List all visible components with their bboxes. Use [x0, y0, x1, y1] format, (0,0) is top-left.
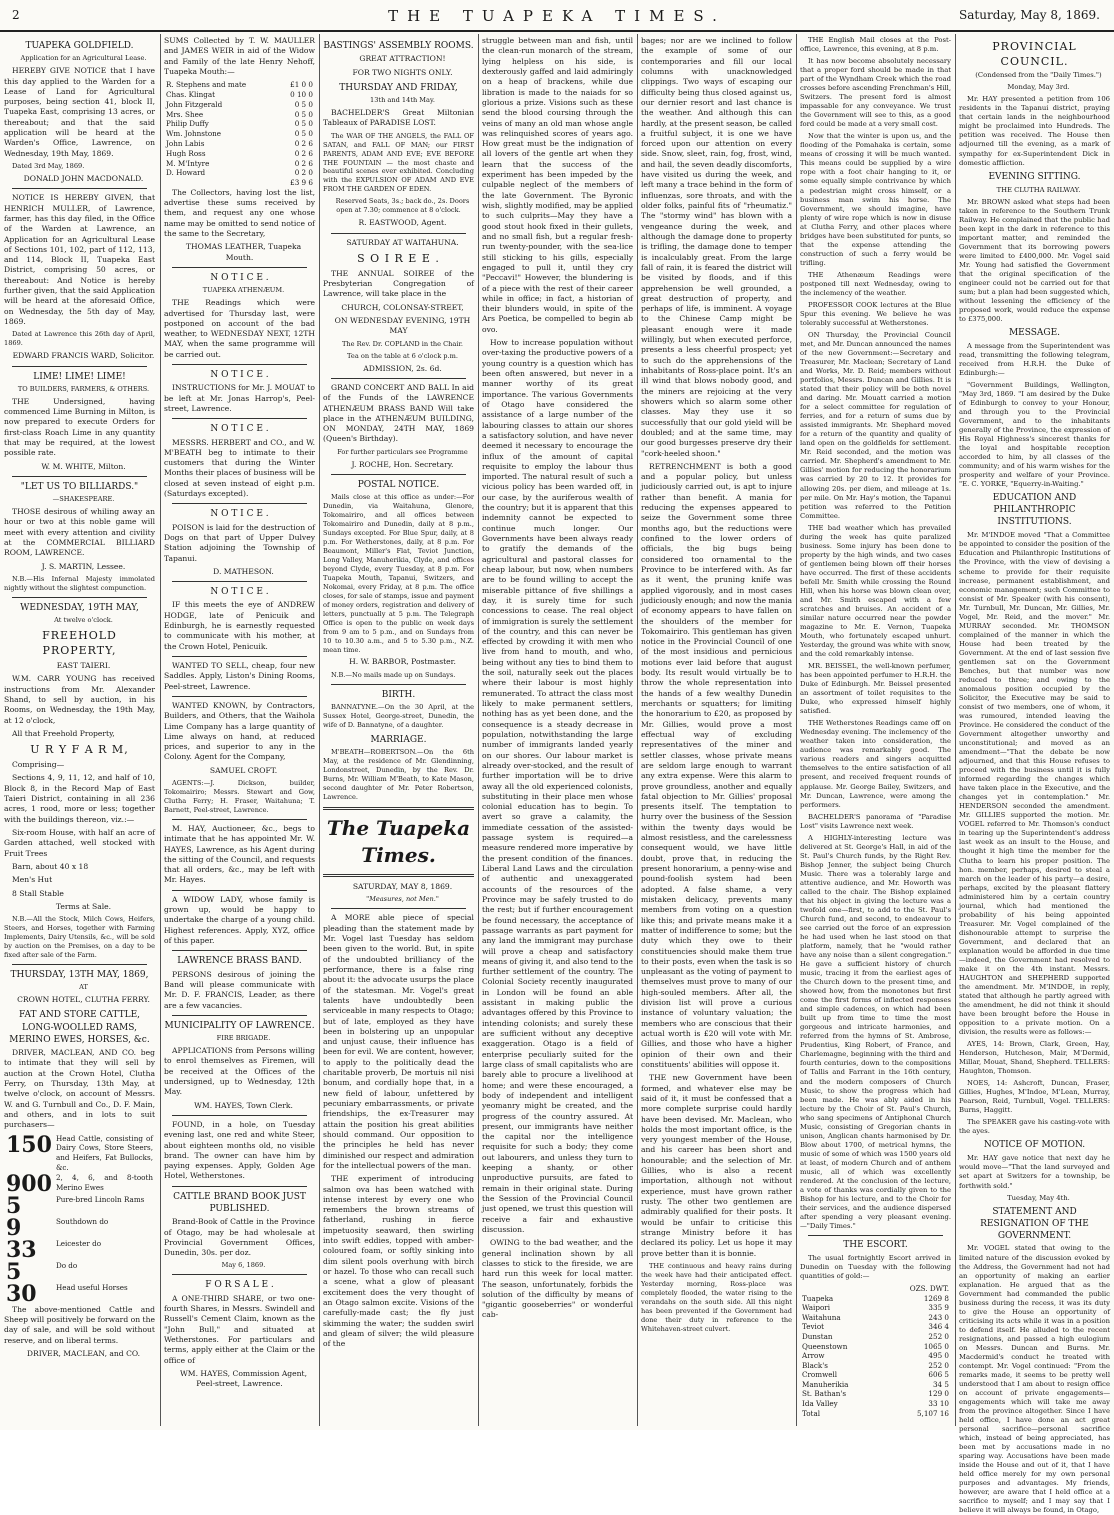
council-body: The SPEAKER gave his casting-vote with the ayes.: [959, 1118, 1110, 1136]
notice-heading: N O T I C E .: [210, 424, 269, 435]
ad-date: May 6, 1869.: [221, 1261, 266, 1270]
notice-heading: N O T I C E .: [210, 587, 269, 598]
auction-time: At twelve o'clock.: [54, 616, 113, 625]
donation-row: D. Howard 0 2 0: [166, 168, 313, 178]
ad-body: NOTICE IS HEREBY GIVEN, that HENRICH MULLER, of Lawrence, farmer, has this day filed, in the Office of the Warden at Lawrence, an Application for an Agricultural Lease of Sections 101, 102, part of 112, 113, and 114, Block II, Tuapeka East District, comprising 50 acres, or thereabout: And Notice is hereby further given, that the said Application will be heard at the aforesaid Office, on Wednesday, the 5th day of May, 1869.: [4, 193, 155, 327]
local-news-item: PROFESSOR COOK lectures at the Blue Spur this evening. We believe he was tolerably successful at Wetherstones.: [800, 300, 951, 327]
auction-note: N.B.—All the Stock, Milch Cows, Heifers, Steers, and Horses, together with Farming Implements, Dairy Utensils, &c., will be sold by auction on the Premises, on a day to be fixed after sale of the Farm.: [4, 915, 155, 959]
auction-date: THURSDAY, 13TH MAY, 1869,: [10, 969, 149, 980]
livestock-row: 33 Leicester do: [6, 1236, 102, 1263]
ad-signature: R. EASTWOOD, Agent.: [358, 218, 447, 228]
escort-row: Tuapeka 1269 8: [802, 1293, 949, 1303]
notice-body: APPLICATIONS from Persons willing to enrol themselves as Firemen, will be received at the Offices of the undersigned, up to Wednesday, 12th May.: [164, 1046, 315, 1097]
donation-row: Wm. Johnstone 0 5 0: [166, 129, 313, 139]
escort-row: Dunstan 252 0: [802, 1331, 949, 1341]
donation-row: Chas. Klingat 0 10 0: [166, 90, 313, 100]
donation-row: John Fitzgerald 0 5 0: [166, 99, 313, 109]
event-heading: S O I R E E .: [357, 251, 440, 265]
column-2: [164, 36, 315, 1424]
column-rule: [478, 34, 479, 1426]
escort-row: Waipori 335 9: [802, 1303, 949, 1313]
local-news-item: THE Athenæum Readings were postponed till next Wednesday, owing to the inclemency of the weather.: [800, 270, 951, 297]
auction-location: CROWN HOTEL, CLUTHA FERRY.: [17, 995, 150, 1005]
notice-body: Mails close at this office as under:—For Dunedin, via Waitahuna, Glenore, Tokomairiro, and all offices between Tokomairiro and Dunedin, daily at 8 p.m., Sundays excepted. For Blue Spur, daily, at 8 p.m. For Wetherstones, daily, at 8 p.m. For Beaumont, Miller's Flat, Teviot Junction, Long Valley, Manuherikia, Clyde, and offices beyond Clyde, every Tuesday, at 8 p.m. For Tuapeka Mouth, Tapanui, Switzers, and Nokomai, every Friday, at 8 p.m. The office closes, for sale of stamps, issue and payment of money orders, registration and delivery of letters, punctually at 5 p.m. The Telegraph Office is open to the public on week days from 9 am to 5 p.m., and on Sundays from 10 to 10.30 a.m., and 5 to 5.30 p.m., N.Z. mean time.: [323, 493, 474, 654]
notice-subheading: TUAPEKA ATHENÆUM.: [202, 286, 285, 295]
notice-heading: POSTAL NOTICE.: [357, 480, 440, 491]
ad-body: WANTED TO SELL, cheap, four new Saddles. Apply, Liston's Dining Rooms, Peel-street, Lawrence.: [164, 660, 315, 691]
column-4: [482, 36, 633, 1424]
ad-body: THOSE desirous of whiling away an hour or two at this noble game will meet with every attention and civility at the COMMERCIAL BILLIARD ROOM, LAWRENCE.: [4, 507, 155, 558]
ad-subheading: Application for an Agricultural Lease.: [20, 54, 147, 63]
livestock-row: 900 2, 4, 6, and 8-tooth Merino Ewes: [6, 1170, 153, 1197]
escort-column-head: OZS. DWT.: [909, 1284, 949, 1294]
event-date: SATURDAY AT WAITAHUNA.: [346, 237, 459, 247]
donation-row: John Labis 0 2 6: [166, 138, 313, 148]
auction-list: Sections 4, 9, 11, 12, and half of 10, Block 8, in the Record Map of East Taieri District, containing in all 236 acres, 1 rood, more or less; together with the buildings thereon, viz.:—: [4, 773, 155, 824]
ad-signature: DONALD JOHN MACDONALD.: [23, 173, 144, 183]
livestock-row: 5 Pure-bred Lincoln Rams: [6, 1192, 145, 1219]
council-heading: PROVINCIAL COUNCIL.: [992, 40, 1077, 68]
escort-row: Teviot 346 4: [802, 1322, 949, 1332]
editorial-body: OWING to the bad weather, and the general inclination shown by all classes to stick to the fireside, we are hard run this week for local matter. The season, unfortunately, forbids the solution of the difficulty by means of "gigantic gooseberries" or wonderful cab-: [482, 1238, 633, 1320]
ad-note: N.B.—No mails made up on Sundays.: [331, 670, 456, 679]
event-chair: The Rev. Dr. COPLAND in the Chair.: [342, 339, 463, 348]
escort-row: Arrow 495 0: [802, 1351, 949, 1361]
auction-list: Barn, about 40 x 18: [12, 861, 89, 871]
auction-list: Six-room House, with half an acre of Garden attached, well stocked with Fruit Trees: [4, 828, 155, 858]
event-dates: THURSDAY AND FRIDAY,: [339, 82, 458, 93]
ad-heading: TUAPEKA GOLDFIELD.: [25, 41, 134, 51]
notice-subheading: FIRE BRIGADE.: [216, 1034, 271, 1043]
escort-row: St. Bathan's 129 0: [802, 1389, 949, 1399]
auction-terms: Terms at Sale.: [55, 901, 112, 911]
council-body: Mr. HAY gave notice that next day he would move—"That the land surveyed and set apart at Switzers for a township, be forthwith sold.": [959, 1154, 1110, 1190]
event-tea: Tea on the table at 6 o'clock p.m.: [347, 351, 458, 360]
column-rule: [160, 34, 161, 1426]
escort-total: Total 5,107 16: [802, 1408, 949, 1418]
ad-signature: J. S. MARTIN, Lessee.: [41, 561, 126, 571]
notice-heading: LAWRENCE BRASS BAND.: [177, 956, 302, 967]
local-news-item: ON Thursday, the Provincial Council met, and Mr. Duncan announced the names of the new Government:—Secretary and Treasurer, Mr. Maclean; Secretary of Land and Works, Mr. D. Reid; members without portfolios, Messrs. Duncan and Gillies. It is stated that their policy will be both novel and daring. Mr. Mouatt carried a motion for a select committee for regulation of ferries, and for a return of sums due by assisted immigrants. Mr. Shephard moved for a return of the quantity and quality of land open on the goldfields for settlement. Mr. Reid seconded, and the motion was carried. Mr. Shepherd's amendment to Mr. Gillies' motion for reducing the honorarium was carried by 20 to 12. It provides for allowing 20s. per diem, and mileage at 1s. per mile. On Mr. Hay's motion, the Tapanui petition was referred to the Petition Committee.: [800, 330, 951, 520]
livestock-list: [4, 1131, 155, 1307]
auction-body: The above-mentioned Cattle and Sheep will positively be forward on the day of sale, and will be sold without reserve, and on liberal terms.: [4, 1304, 155, 1345]
event-body: THE ANNUAL SOIREE of the Presbyterian Congregation of Lawrence, will take place in the: [323, 268, 474, 299]
editorial-motto: "Measures, not Men.": [366, 895, 439, 904]
ad-body: M. HAY, Auctioneer, &c., begs to intimate that he has appointed Mr. W. HAYES, Lawrence, as his Agent during the sitting of the Council, and requests that all orders, &c., may be left with Mr. Hayes.: [164, 823, 315, 885]
ad-signature: D. MATHESON.: [213, 566, 274, 576]
event-footer: For further particulars see Programme: [337, 447, 468, 456]
livestock-row: 5 Do do: [6, 1258, 78, 1285]
notice-body: PERSONS desirous of joining the Band will please communicate with Mr. D. F. FRANCIS, Leader, as there are a few vacancies.: [164, 969, 315, 1010]
editorial-body: THE new Government have been formed, and whatever else may be said of it, it must be confessed that a more complete surprise could hardly have been devised. Mr. Maclean, who holds the most important office, is the very youngest member of the House, and his career has been short and honourable; and the selection of Mr. Gillies, who is also a recent importation, although not without experience, must have grown rather rusty. The other two gentlemen are admirably qualified for their posts. It would be unfair to criticise this strange Ministry before it has declared its policy. Let us hope it may prove better than it is bonnie.: [641, 1073, 792, 1258]
escort-row: Ida Valley 33 10: [802, 1399, 949, 1409]
council-body: Mr. BROWN asked what steps had been taken in reference to the Southern Trunk Railway. He complained that the public had been kept in the dark in reference to this important matter, and reminded the Government that its borrowing powers were limited to £400,000. Mr. Vogel said Mr. Young had satisfied the Government that the original specification of the engineer could not be carried out for that sum; but a plan had been suggested which, without lessening the efficiency of the proposed work, would reduce the expense to £375,000.: [959, 197, 1110, 323]
event-subheading: GREAT ATTRACTION!: [359, 54, 446, 64]
farm-name: U R Y F A R M,: [30, 743, 129, 757]
page-number: 2: [12, 8, 20, 22]
column-5: [641, 36, 792, 1424]
editorial-body: RETRENCHMENT is both a good and a popular policy, but unless judiciously carried out, is apt to injure rather than benefit. A mania for reducing the expenses appeared to seize the Government some three months ago, but the reductions were confined to the lower orders of officials, the big bugs being considered too ornamental to the Province to be interfered with. As far as it went, the pruning knife was applied vigorously, and in most cases judiciously enough; and now the mania of economy appears to have fallen on the shoulders of the member for Tokomairiro. This gentleman has given notice in the Provincial Council of one of the most insidious and pernicious motions ever laid before that august body. Its result would virtually be to throw the whole representation into the hands of a few wealthy Dunedin merchants or squatters; for limiting the honorarium to £20, as proposed by Mr. Gillies, would prove a most effectual way of excluding representatives of the miner and settler classes, whose private means are seldom large enough to warrant any extra expense. Were this alarm to prove groundless, another and equally fatal objection to Mr. Gillies' proposal presents itself. The temptation to hurry over the business of the Session within the twenty days would be almost resistless, and the carelessness consequent would, we have little doubt, prove that, in reducing the present honorarium, a penny-wise and pound-foolish system had been adopted. A false shame, a very mistaken delicacy, prevents many members from voting on a question like this; and private means make it a matter of indifference to some; but the duty which they owe to their constituencies should make them true to their posts, even when the task is so unpleasant as the voting of payment to themselves must prove to many of our high-souled members. After all, the division list will prove a curious instance of voluntary valuation; the members who are conscious that their actual worth is £20 will vote with Mr. Gillies, and those who have a higher opinion of their own and their constituents' abilities will oppose it.: [641, 461, 792, 1069]
auction-at: AT: [79, 983, 88, 992]
local-news-item: THE Wetherstones Readings came off on Wednesday evening. The inclemency of the weather taken into consideration, the audience was remarkably good. The various readers and singers acquitted themselves to the entire satisfaction of all present, and received frequent rounds of applause. Mr. George Bailey, Switzers, and Mr. Duncan, Lawrence, were among the performers.: [800, 719, 951, 809]
editorial-body: THE continuous and heavy rains during the week have had their anticipated effect. Yesterday morning, Ross-place was completely flooded, the water rising to the verandahs on the south side. All this night has been prevented if the Government had done their duty in reference to the Whitehaven-street culvert.: [641, 1261, 792, 1333]
donation-row: Hugh Ross 0 2 6: [166, 148, 313, 158]
event-body: GRAND CONCERT AND BALL In aid of the Funds of the LAWRENCE ATHENÆUM BRASS BAND Will take place in the ATHENÆUM BUILDING, ON MONDAY, 24TH MAY, 1869 (Queen's Birthday).: [323, 382, 474, 444]
editorial-nameplate: The Tuapeka Times.: [326, 815, 471, 867]
local-news-item: It has now become absolutely necessary that a proper ford should be made in that part of the Wyndham Creek which the road crosses before ascending Frenchman's Hill, Switzers. The present ford is almost impassable for any conveyance. We trust the Government will see to this, as a good ford could be made at a very small cost.: [800, 57, 951, 129]
ad-signature: H. W. BARBOR, Postmaster.: [349, 657, 456, 667]
event-heading: BASTINGS' ASSEMBLY ROOMS.: [323, 41, 474, 51]
auction-date: WEDNESDAY, 19TH MAY,: [20, 602, 139, 613]
ad-heading: LIME! LIME! LIME!: [33, 371, 126, 382]
notice-heading: N O T I C E .: [210, 273, 269, 284]
editorial-body: A MORE able piece of special pleading than the statement made by Mr. Vogel last Tuesday has seldom been given to the world. But, in spite of the undoubted brilliancy of the performance, there is a false ring about it: the advocate usurps the place of the statesman. Mr. Vogel's great talents have undoubtedly been serviceable in many respects to Otago; but of late, employed as they have been in bolstering up an unpopular and unjust cause, their influence has been for evil. We are content, however, to apply to the politically dead the charitable proverb, De mortuis nil nisi bonum, and cordially hope that, in a new field of labour, unfettered by pecuniary embarrassments, or private friendships, the ex-Treasurer may attain the position his great abilities should command. Our opposition to the principles he held has never diminished our respect and admiration for the intellectual powers of the man.: [323, 913, 474, 1170]
column-rule: [796, 34, 797, 1426]
local-news-item: BACHELDER'S panorama of "Paradise Lost" visits Lawrence next week.: [800, 812, 951, 830]
column-1: [4, 36, 155, 1424]
local-news-item: THE bad weather which has prevailed during the week has quite paralized business. Some injury has been done to property by the high winds, and two cases of gentlemen being blown off their horses have occurred. The first of these accidents befell Mr. Smith while crossing the Round Hill, when his horse was blown clean over, and Mr. Smith escaped with a few scratches and bruises. An accident of a similar nature occurred near the powder magazine to Mr. E. Vernon, Tuapeka Mouth, who fortunately escaped unhurt. Yesterday, the ground was white with snow, and the cold remarkably intense.: [800, 523, 951, 659]
council-body: Mr. VOGEL stated that owing to the limited nature of the discussion evoked by the Address, the Government had not had an opportunity of making an earlier explanation. He argued that as the Government had commanded the public business during the recess, it was its duty to give the House an opportunity of criticising its acts while it was in a position to defend itself. He alluded to the recent resignations, and passed a high eulogium on Messrs. Duncan and Burns. Mr. Macdermid's conduct he treated with contempt. Mr. Vogel continued: "From the remarks made, it seems to be pretty well understood that I am about to resign office on account of private engagements—engagements which will take me away from the province altogether. Since I have held office, I have done an act great personal sacrifice—personal sacrifice which, instead of being appreciated, has been met by accusations made in no sparing way. Accusations have been made inside the House and out of it, that I have held office merely for my own personal purposes and advantages. My friends, however, are aware that I held office at a sacrifice to myself; and I may say that I believe it will always be found, in Otago,: [959, 1244, 1110, 1515]
council-date: Tuesday, May 4th.: [1007, 1193, 1070, 1202]
donation-list: [164, 80, 315, 188]
editorial-body: struggle between man and fish, until the clean-run monarch of the stream, lying helpless on his side, is dexterously gaffed and laid admiringly on a heap of brackens, while due libration is made to the naiads for so glorious a prize. Visions such as these send the blood coursing through the veins of many an old man whose angle was relinquished scores of years ago. How great must be the indignation of all lovers of the gentle art when they learn that the success of the experiment has been impeded by the culpable neglect of the members of the late Government. The Byronic wish, slightly modified, may be applied to such culprits—May they have a good stout hook fixed in their gullets, and no small fish, but a regular fresh-run twenty-pounder, with the sea-lice still sticking to his gills, especially engaged to pull it, until they cry "Peccavi!" However, the blundering is of a piece with the rest of their career while in office; in fact, a historian of their blunders would, in spite of the Ars Poetica, be compelled to begin ab ovo.: [482, 36, 633, 334]
ad-signature: WM. HAYES, Town Clerk.: [194, 1100, 293, 1110]
council-section: NOTICE OF MOTION.: [983, 1140, 1086, 1151]
auction-list: 8 Stall Stable: [12, 888, 64, 898]
donation-row: R. Stephens and mate £1 0 0: [166, 80, 313, 90]
editorial-body: THE experiment of introducing salmon ova has been watched with intense interest by every one who remembers the brown streams of fatherland, rushing in fierce impetuosity seaward, then swirling into swift eddies, topped with amber-coloured foam, or softly sinking into dim silent pools overhung with birch or hazel. To those who can recall such a scene, what a glow of pleasant excitement does the very thought of an Otago salmon excite. Visions of the carefully-made cast; the fly just skimming the water; the sudden swirl and gleam of silver; the wild pleasure of the: [323, 1174, 474, 1349]
escort-heading: THE ESCORT.: [843, 1240, 908, 1251]
event-place: CHURCH, COLONSAY-STREET,: [341, 302, 464, 312]
ad-signature: W. M. WHITE, Milton.: [41, 461, 126, 471]
notice-heading: BIRTH.: [381, 689, 416, 700]
ad-heading: "LET US TO BILLIARDS.": [20, 481, 139, 492]
escort-row: Waitahuna 243 0: [802, 1312, 949, 1322]
donation-row: Philip Duffy 0 5 0: [166, 119, 313, 129]
ad-signature: J. ROCHE, Hon. Secretary.: [351, 459, 454, 469]
notice-body: M'BEATH—ROBERTSON.—On the 6th May, at the residence of Mr. Glendinning, Londonstreet, Dunedin, by the Rev. Dr. Burns, Mr. William M'Beath, to Kate Mason, second daughter of Mr. Peter Robertson, Lawrence.: [323, 748, 474, 801]
notice-heading: N O T I C E .: [210, 509, 269, 520]
ad-signature: DRIVER, MACLEAN, and CO.: [26, 1349, 141, 1359]
ad-body: FOUND, in a hole, on Tuesday evening last, one red and white Steer, about eighteen months old, no visible brand. The owner can have him by paying expenses. Apply, Golden Age Hotel, Wetherstones.: [164, 1119, 315, 1181]
column-3: [323, 36, 474, 1424]
local-news-item: MR. BEISSEL, the well-known perfumer, has been appointed perfumer to H.R.H. the Duke of Edinburgh. Mr. Beissel presented an assortment of toilet requisites to the Duke, who expressed himself highly satisfied.: [800, 662, 951, 716]
council-vote: NOES, 14: Ashcroft, Duncan, Fraser, Gillies, Hughes, M'Indoe, M'Lean, Murray, Pearson, Reid, Turnbull, Vogel. TELLERS: Burns, Haggitt.: [959, 1079, 1110, 1115]
issue-date: Saturday, May 8, 1869.: [959, 8, 1100, 22]
notice-heading: MARRIAGE.: [370, 734, 427, 745]
auction-list: Men's Hut: [12, 875, 53, 885]
donation-total: £3 9 6: [290, 178, 313, 188]
council-quote: "Government Buildings, Wellington, "May 3rd, 1869. "I am desired by the Duke of Edinburgh to convey to your Honour, and through you to the Provincial Government, and to the inhabitants generally of the Province, the expression of His Royal Highness's sincerest thanks for the loyal and hospitable reception accorded to him, by all classes of the community; and of his warm wishes for the prosperity and welfare of your Province. "E. C. YORKE, "Equerry-in-Waiting.": [959, 381, 1110, 489]
ad-date: Dated 3rd May, 1869.: [12, 162, 85, 170]
council-section: EVENING SITTING.: [988, 171, 1081, 182]
donation-row: M. M'Intyre 0 2 6: [166, 158, 313, 168]
auction-heading: FREEHOLD PROPERTY,: [42, 629, 117, 658]
council-body: A message from the Superintendent was read, transmitting the following telegram, received from H.R.H. the Duke of Edinburgh:—: [959, 341, 1110, 378]
ad-body: THE Undersigned, having commenced Lime Burning in Milton, is now prepared to execute Orders for first-class Roach Lime in any quantity that may be required, at the lowest possible rate.: [4, 396, 155, 458]
council-section: MESSAGE.: [1008, 328, 1061, 338]
column-rule: [637, 34, 638, 1426]
escort-row: Manuherikia 34 5: [802, 1379, 949, 1389]
notice-heading: CATTLE BRAND BOOK JUST PUBLISHED.: [173, 1191, 306, 1214]
local-news-item: Now that the winter is upon us, and the flooding of the Pomahaka is certain, some means of crossing it will be much wanted. This means could be supplied by a wire rope with a foot chair hanging to it, or some equally simple contrivance by which a pedestrian might cross himself, or a business man swim his horse. The Government, we should imagine, have plenty of wire rope which is now in disuse at Clutha Ferry, and other places where bridges have been substituted for punts, so that the expense attending the construction of such a ferry would be trifling.: [800, 132, 951, 267]
event-when: ON WEDNESDAY EVENING, 19TH MAY: [334, 316, 471, 336]
ad-signature: WM. HAYES, Commission Agent, Peel-street, Lawrence.: [179, 1368, 308, 1389]
council-body: Mr. HAY presented a petition from 106 residents in the Tapanui district, praying that certain lands in the neighbourhood might be proclaimed into Hundreds. The petition was received. The House then adjourned till the evening, as a mark of sympathy for ex-Superintendent Dick in domestic affliction.: [959, 95, 1110, 167]
auction-location: EAST TAIERI.: [56, 660, 111, 670]
event-prices: Reserved Seats, 3s.; back do., 2s. Doors open at 7.30; commence at 8 o'clock.: [335, 197, 470, 215]
notice-heading: N O T I C E .: [210, 370, 269, 381]
livestock-row: 30 Head useful Horses: [6, 1280, 128, 1307]
notice-body: BANNATYNE.—On the 30 April, at the Sussex Hotel, George-street, Dunedin, the wife of D. Bannatyne, of a daughter.: [323, 702, 474, 729]
ad-signature: THOMAS LEATHER, Tuapeka Mouth.: [185, 242, 302, 262]
notice-body: A ONE-THIRD SHARE, or two one-fourth Shares, in Messrs. Swindell and Russell's Cement Claim, known as the "John Bull," and situated at Wetherstones. For particulars and terms, apply either at the Claim or the office of: [164, 1293, 315, 1365]
ad-subheading: TO BUILDERS, FARMERS, & OTHERS.: [17, 384, 150, 393]
event-days: 13th and 14th May.: [370, 96, 435, 105]
local-news-item: THE English Mail closes at the Post-office, Lawrence, this evening, at 8 p.m.: [800, 36, 951, 54]
ad-signature: EDWARD FRANCIS WARD, Solicitor.: [12, 351, 155, 361]
notice-body: Brand-Book of Cattle in the Province of Otago, may be had wholesale at Provincial Government Offices, Dunedin, 30s. per doz.: [164, 1217, 315, 1258]
notice-body: INSTRUCTIONS for Mr. J. MOUAT to be left at Mr. Jonas Harrop's, Peel-street, Lawrence.: [164, 383, 315, 413]
auction-body: Comprising—: [12, 760, 65, 770]
notice-body: MESSRS. HERBERT and CO., and W. M'BEATH beg to intimate to their customers that during the Winter Months their places of business will be closed at seven instead of eight p.m. (Saturdays excepted).: [164, 437, 315, 499]
ad-signature: SAMUEL CROFT.: [209, 765, 278, 775]
council-date: Monday, May 3rd.: [1007, 83, 1070, 92]
ad-body: HEREBY GIVE NOTICE that I have this day applied to the Warden for a Lease of Land for Agricultural purposes, being section 41, block II, Tuapeka East, comprising 13 acres, or thereabout; and that the said application will be heard at the Warden's Office, Lawrence, on Wednesday, 19th May, 1869.: [4, 66, 155, 158]
council-section: EDUCATION AND PHILANTHROPIC INSTITUTIONS.: [992, 493, 1077, 528]
escort-row: Cromwell 606 5: [802, 1370, 949, 1380]
escort-row: Queenstown 1065 0: [802, 1341, 949, 1351]
column-6: [800, 36, 951, 1424]
escort-row: Black's 252 0: [802, 1360, 949, 1370]
event-subheading: FOR TWO NIGHTS ONLY.: [352, 67, 453, 77]
editorial-body: How to increase population without over-taxing the productive powers of a young country is a question which has been often answered, but never in a manner worthy of its great importance. The various Governments of Otago have considered the assistance of a large number of the labouring classes to attain our shores a satisfactory solution, and have never deemed it necessary to encourage the influx of the amount of capital requisite to employ the labour thus imported. The natural result of such a vicious policy has been warded off, in our case, by the auriferous wealth of the country; but it is apparent that this indemnity cannot be expected to continue much longer. Our Governments have been always ready to gratify the demands of the agricultural and pastoral classes for cheap labour, but now, when numbers are to be found willing to accept the miserable pittance of five shillings a day, it is surely time for such concessions to cease. The real object of immigration is surely the settlement of the country, and this can never be effected by crowding it with men who live from hand to mouth, and who, being without any ties to bind them to the soil, naturally seek out the places where their labour is most highly remunerated. To attract the class most likely to make permanent settlers, nothing has as yet been done, and the consequence is a steady decrease in population, notwithstanding the large number of immigrants landed yearly on our shores. Our labour market is already over-stocked, and the result of further importation will be to drive away all the old experienced colonists, substituting in their place men whose colonial education has to begin. To avert so grave a calamity, the immediate cessation of the assisted-passage system is required—a measure rendered more imperative by the present condition of the finances. Liberal Land Laws and the circulation of authentic and unexaggerated accounts of the resources of the Province may be safely trusted to do the rest; but if further encouragement be found necessary, the acceptance of passage warrants as part payment for any land the immigrant may purchase will prove a cheap and satisfactory means of giving it, and also tend to the further settlement of the country. The Colonial Society recently inaugurated in London will be found an able assistant in making public the advantages offered by this Province to intending colonists; and surely these are sufficient without any deceptive exaggeration. Otago is a field of enterprise peculiarly suited for the large class of small capitalists who are barely able to procure a livelihood at home; and were these encouraged, a body of independent and intelligent yeomanry might be created, and the progress of the country assured. At present, our immigrants have neither the capital nor the intelligence requisite for such a body; they come out labourers, and unless they turn to keeping a shanty, or other unproductive pursuits, are fated to remain in their original state. During the Session of the Provincial Council just opened, we trust this question will receive a fair and exhaustive discussion.: [482, 338, 633, 1234]
ad-agents: AGENTS:—J. Dickson, builder, Tokomairiro; Messrs. Stewart and Gow, Clutha Ferry; H. Fraser, Waitahuna; T. Barnett, Peel-street, Lawrence.: [164, 779, 315, 814]
auction-body: W.M. CARR YOUNG has received instructions from Mr. Alexander Shand, to sell by auction, in his Rooms, on Wednesday, the 19th May, at 12 o'clock,: [4, 674, 155, 725]
event-body: BACHELDER'S Great Miltonian Tableaux of PARADISE LOST.: [323, 108, 474, 128]
ad-note: N.B.—His Infernal Majesty immolated nightly without the slightest compunction.: [4, 574, 155, 592]
column-rule: [319, 34, 320, 1426]
ad-body: A WIDOW LADY, whose family is grown up, would be happy to undertake the charge of a young child. Highest references. Apply, XYZ, office of this paper.: [164, 894, 315, 946]
editorial-body: bages; nor are we inclined to follow the example of some of our contemporaries and fill our local columns with unacknowledged clippings. Two ways of escaping our difficulty being thus closed against us, our dernier resort and last chance is the weather. And although this can hardly, at the present season, be called a fruitful subject, it is one we have forced upon our attention on every side. Snow, sleet, rain, fog, frost, wind, and hail, the seven deadly discomforts, have visited us during the week, and left many a trace behind in the form of influenzas, sore throats, and with the older folks, painful fits of "rheumatiz." The "stormy wind" has blown with a vengeance during the week, and although the damage done to property is trifling, the damage done to temper is incalculably great. From the large fall of rain, it is feared the district will be visited by floods, and if this apprehension be well grounded, a great destruction of property, and perhaps of life, is imminent. A voyage to the Chinese Camp might be pleasant enough were it made willingly, but when executed perforce, presents a less cheerful prospect; yet to such do the apprehensions of the inhabitants of Ross-place point. It's an ill wind that blows nobody good, and the miners are rejoicing at the very showers which so alarm some other classes. May they use it so successfully that our gold yield will be doubled; and at the same time, may our good burgesses preserve dry their "cork-heeled shoon.": [641, 36, 792, 458]
auction-body: All that Freehold Property,: [12, 728, 115, 738]
notice-body: POISON is laid for the destruction of Dogs on that part of Upper Dulvey Station adjoining the Township of Tapanui.: [164, 522, 315, 563]
escort-table: [800, 1284, 951, 1418]
local-news-item: A HIGHLY-interesting lecture was delivered at St. George's Hall, in aid of the St. Paul's Church funds, by the Right Rev. Bishop Jenner, the subject being Church Music. There was a tolerably large and attentive audience, and Mr. Howorth was called to the chair. The Bishop explained that his object in giving the lecture was a twofold one—first, to add to the St. Paul's Church fund, and second, to endeavour to see carried out the force of an expression he had used when he last stood on that platform, namely, that he "would rather have any noise than a silent congregation." He gave a sufficient history of church music, tracing it from the earliest ages of the Church down to the present time, and showed how, from the monotones but first come the first forms of inflected responses and simple cadences, on which had been built up from time to time the most gorgeous and intricate harmonies, and referred from the hymns of St. Ambrose, Prudentius, King Robert, of France, and Charlemagne, beginning with the third and fourth centuries, down to the compositions of Tallis and Farrant in the 16th century, and the modern composers of Church Music, to show the progress which had been made. He was ably aided in his lecture by the Choir of St. Paul's Church, who sang specimens of Antiphonal Church Music, consisting of Gregorian chants in unison, Anglican chants harmonised by Dr. Blow about 1700, of metrical hymns, the music of some of which was 1500 years old at least, of modern Church and of anthem music, all of which was excellently rendered. At the conclusion of the lecture, a vote of thanks was cordially given to the Bishop for his lecture, and to the Choir for their services, and the audience dispersed after spending a very pleasant evening.—"Daily Times.": [800, 833, 951, 1230]
council-vote: AYES, 14: Brown, Clark, Green, Hay, Henderson, Hutcheson, Mair, M'Dermid, Millar, Mouat, Shand, Shepherd. TELLERS: Haughton, Thomson.: [959, 1040, 1110, 1076]
council-subheading: (Condensed from the "Daily Times."): [975, 71, 1102, 80]
ad-body: WANTED KNOWN, by Contractors, Builders, and Others, that the Waihola Lime Company has a large quantity of Lime always on hand, at reduced prices, and superior to any in the Colony. Agent for the Company,: [164, 700, 315, 762]
council-section: STATEMENT AND RESIGNATION OF THE GOVERNMENT.: [980, 1206, 1089, 1241]
livestock-row: 9 Southdown do: [6, 1214, 109, 1241]
donation-row: Mrs. Shee 0 5 0: [166, 109, 313, 119]
event-admission: ADMISSION, 2s. 6d.: [363, 363, 442, 373]
auction-heading: FAT AND STORE CATTLE, LONG-WOOLLED RAMS, MERINO EWES, HORSES, &c.: [9, 1010, 150, 1045]
council-subsection: THE CLUTHA RAILWAY.: [996, 185, 1081, 194]
column-rule: [955, 34, 956, 1426]
editorial-date: SATURDAY, MAY 8, 1869.: [352, 882, 453, 892]
auction-body: DRIVER, MACLEAN, AND CO. beg to intimate that they will sell by auction at the Crown Hotel, Clutha Ferry, on Thursday, 13th May, at twelve o'clock, on account of Messrs. W. and G. Turnbull and Co., D. F. Main, and others, and in lots to suit purchasers—: [4, 1048, 155, 1130]
council-body: Mr. M'INDOE moved "That a Committee be appointed to consider the position of the Education and Philanthropic Institutions of the Province, with the view of devising a scheme to provide for their requisite increase, permanent establishment, and economic management; such Committee to consist of Mr. Speaker (with his consent), Mr. Turnbull, Mr. Duncan, Mr. Gillies, Mr. Vogel, Mr. Reid, and the mover." Mr. MURRAY seconded. Mr. THOMSON complained of the manner in which the House had been treated by the Government. At the end of last session five gentlemen sat on the Government Benches, but that number was now reduced to three; and owing to the anomalous position occupied by the Solicitor, the Executive may be said to consist of two members, one of whom, it was rumoured, intended leaving the Province. He considered the conduct of the Government altogether unworthy and unconstitutional; and moved as an amendment—"That the debate be now adjourned, and that this House refuses to proceed with the business until it is fully informed regarding the changes which have taken place in the Executive, and the changes yet in contemplation." Mr. HENDERSON seconded the amendment. Mr. GILLIES supported the motion. Mr. VOGEL referred to Mr. Thomson's conduct in tearing up the Superintendent's address last week as an insult to the House, and thought it high time the member for the Clutha to learn his proper position. The hon. member, perhaps, desired to steal a march on the leader of his party—a desire, perhaps, excited by the pleasant flattery administered him by a certain country journal, which had mentioned the probability of his being appointed Treasurer. Mr. Vogel complained of the dishonourable attempt to surprise the Government, and declared that an explanation would be afforded in due time—indeed, the Government had resolved to make it on the 4th instant. Messrs. HAUGHTON and SHEPHERD supported the amendment. Mr. M'INDOE, in reply, stated that although he partly agreed with the amendment, he did not think it should have been brought before the House in opposition to a private motion. On a division, the results were as follows:—: [959, 531, 1110, 1037]
notice-heading: F O R S A L E .: [205, 1280, 274, 1291]
ad-citation: —SHAKESPEARE.: [52, 495, 115, 504]
ad-body: SUMS Collected by T. W. MAULLER and JAMES WEIR in aid of the Widow and Family of the late Henry Nehoff, Tuapeka Mouth:—: [164, 36, 315, 76]
notice-heading: MUNICIPALITY OF LAWRENCE.: [164, 1020, 315, 1031]
masthead: [0, 0, 1114, 32]
newspaper-title: THE TUAPEKA TIMES.: [388, 7, 726, 25]
event-detail: The WAR OF THE ANGELS, the FALL OF SATAN, and FALL OF MAN; our FIRST PARENTS, ADAM AND EVE; EVE BEFORE THE FOUNTAIN — the most chaste and beautiful scenes ever exhibited. Concluding with the EXPULSION OF ADAM AND EVE FROM THE GARDEN OF EDEN.: [323, 131, 474, 194]
notice-body: IF this meets the eye of ANDREW HODGE, late of Penicuik and Edinburgh, he is earnestly requested to communicate with his mother, at the Crown Hotel, Penicuik.: [164, 600, 315, 651]
ad-date: Dated at Lawrence this 26th day of April, 1869.: [4, 330, 155, 348]
ad-body: The Collectors, having lost the list, advertise these sums received by them, and request any one whose name may be omitted to send notice of the same to the Secretary,: [164, 187, 315, 239]
livestock-row: 150 Head Cattle, consisting of Dairy Cows, Store Steers, and Heifers, Fat Bullocks, &c.: [6, 1131, 153, 1172]
escort-body: The usual fortnightly Escort arrived in Dunedin on Tuesday with the following quantities of gold:—: [800, 1254, 951, 1281]
column-7: [959, 36, 1110, 1515]
notice-body: THE Readings which were advertised for Thursday last, were postponed on account of the bad weather, to WEDNESDAY NEXT, 12TH MAY, when the same programme will be carried out.: [164, 298, 315, 359]
